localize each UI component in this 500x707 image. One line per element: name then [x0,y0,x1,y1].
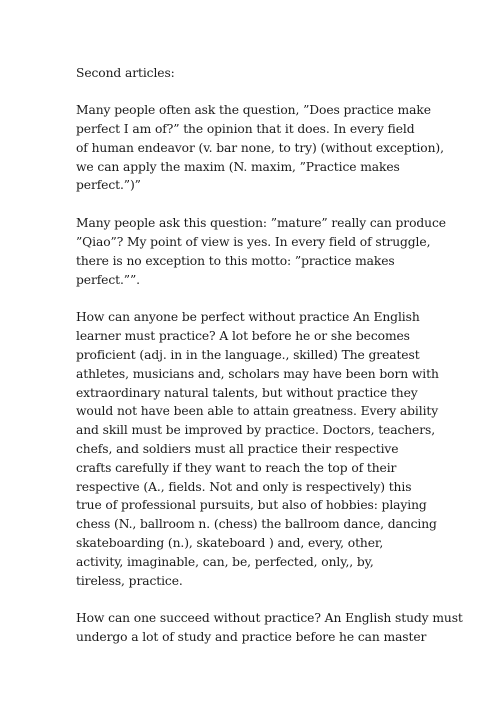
text-line: we can apply the maxim (N. maxim, ”Practice makes [76,159,400,174]
text-line: respective (A., fields. Not and only is respectively) this [76,479,412,494]
text-line: there is no exception to this motto: ”practice makes [76,253,395,268]
text-line: ”Qiao”? My point of view is yes. In every field of struggle, [76,235,431,250]
text-line: extraordinary natural talents, but without practice they [76,385,418,400]
paragraph-spacer [76,590,436,609]
text-line: would not have been able to attain greatness. Every ability [76,404,439,419]
paragraph-3 [76,308,439,590]
text-line: chess (N., ballroom n. (chess) the ballroom dance, dancing [76,517,437,532]
text-line: How can anyone be perfect without practice An English [76,310,420,325]
text-line: true of professional pursuits, but also of hobbies: playing [76,498,427,513]
text-line: perfect.”)” [76,178,141,193]
document-page [76,64,463,647]
text-line: of human endeavor (v. bar none, to try) (without exception), [76,140,444,155]
paragraph-spacer [76,195,436,214]
text-line: Many people often ask the question, ”Does practice make [76,103,431,118]
text-line: proficient (adj. in in the language., skilled) The greatest [76,348,420,363]
text-line: skateboarding (n.), skateboard ) and, every, other, [76,536,384,551]
text-line: undergo a lot of study and practice before he can master [76,630,427,645]
text-line: learner must practice? A lot before he or she becomes [76,329,410,344]
text-line: perfect.””. [76,272,140,287]
text-line: chefs, and soldiers must all practice their respective [76,442,399,457]
paragraph-spacer [76,289,436,308]
paragraph-1 [76,101,444,195]
paragraph-2 [76,214,446,289]
paragraph-spacer [76,83,436,102]
text-line: athletes, musicians and, scholars may have been born with [76,366,439,381]
paragraph-4 [76,609,463,647]
text-line: and skill must be improved by practice. Doctors, teachers, [76,423,436,438]
text-line: How can one succeed without practice? An English study must [76,611,463,626]
text-line: tireless, practice. [76,573,183,588]
text-line: Many people ask this question: ”mature” really can produce [76,216,446,231]
section-heading: Second articles: [76,66,175,80]
text-line: crafts carefully if they want to reach the top of their [76,460,397,475]
text-line: perfect I am of?” the opinion that it does. In every field [76,122,415,137]
text-line: activity, imaginable, can, be, perfected, only,, by, [76,554,374,569]
